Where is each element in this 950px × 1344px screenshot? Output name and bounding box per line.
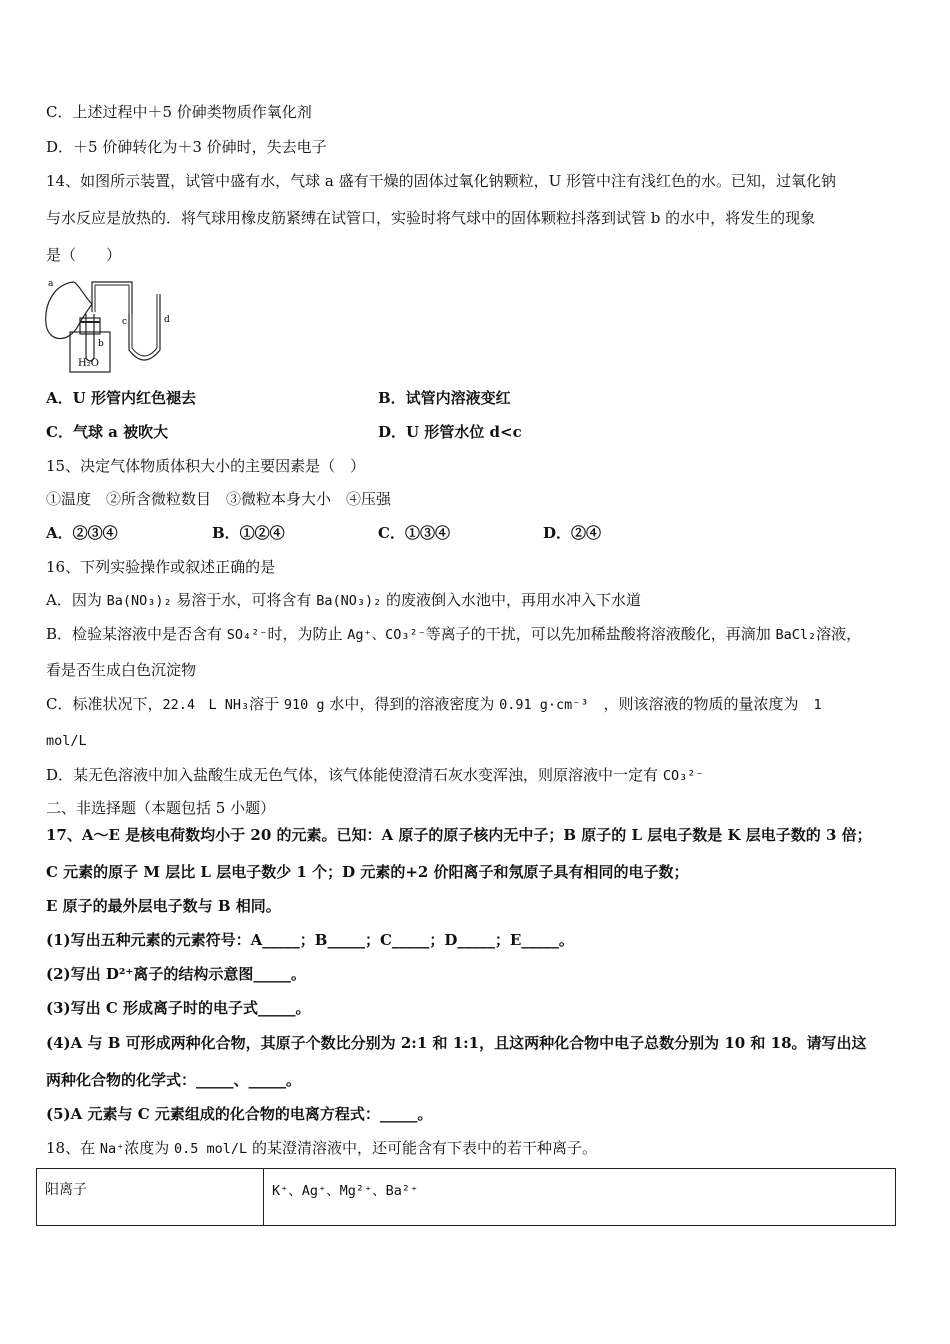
connecting-tube-inner — [95, 285, 129, 314]
q18-text1: 18、在 — [46, 1139, 100, 1157]
q16-c-text2: 溶于 — [249, 695, 284, 713]
label-a: a — [48, 279, 54, 289]
ion-list-cell: K⁺、Ag⁺、Mg²⁺、Ba²⁺ — [264, 1169, 896, 1226]
q16-option-c-line2: mol/L — [46, 733, 87, 749]
q15-option-a: A．②③④ — [46, 524, 118, 542]
q18-formula2: 0.5 mol/L — [174, 1141, 248, 1157]
q17-line3: E 原子的最外层电子数与 B 相同。 — [46, 897, 281, 915]
q16-c-formula2: 910 g — [283, 697, 325, 713]
q16-b-text1: B．检验某溶液中是否含有 — [46, 625, 227, 643]
q14-stem-line2: 与水反应是放热的．将气球用橡皮筋紧缚在试管口，实验时将气球中的固体颗粒抖落到试管 b 的水中，将发生的现象 — [46, 209, 816, 227]
ion-table — [36, 1168, 896, 1226]
table-row — [37, 1169, 896, 1226]
q16-a-text3: 的废液倒入水池中，再用水冲入下水道 — [381, 591, 641, 609]
q16-d-text1: D．某无色溶液中加入盐酸生成无色气体，该气体能使澄清石灰水变浑浊，则原溶液中一定有 — [46, 766, 663, 784]
q15-stem: 15、决定气体物质体积大小的主要因素是（ ） — [46, 457, 366, 475]
q15-option-b: B．①②④ — [212, 524, 285, 542]
q16-option-b — [46, 624, 861, 645]
q14-option-d: D．U 形管水位 d<c — [378, 423, 522, 441]
q14-option-b: B．试管内溶液变红 — [378, 389, 511, 407]
label-d: d — [164, 315, 170, 325]
q14-option-c: C．气球 a 被吹大 — [46, 423, 169, 441]
q16-option-c — [46, 694, 822, 715]
q16-option-d — [46, 765, 703, 786]
q17-sub5: (5)A 元素与 C 元素组成的化合物的电离方程式：_____。 — [46, 1105, 433, 1123]
q16-b-formula3: BaCl₂ — [775, 627, 817, 643]
q16-stem: 16、下列实验操作或叙述正确的是 — [46, 558, 276, 576]
q15-factors: ①温度 ②所含微粒数目 ③微粒本身大小 ④压强 — [46, 490, 392, 508]
q16-b-text3: 等离子的干扰，可以先加稀盐酸将溶液酸化，再滴加 — [425, 625, 776, 643]
balloon-shape — [46, 282, 92, 339]
q14-apparatus-figure — [44, 274, 184, 374]
q16-b-text2: 时，为防止 — [267, 625, 348, 643]
q16-option-b-line2: 看是否生成白色沉淀物 — [46, 661, 197, 679]
q16-option-a — [46, 590, 641, 611]
q17-sub1: (1)写出五种元素的元素符号：A_____；B_____；C_____；D_____；E_____。 — [46, 931, 574, 949]
q18-text3: 的某澄清溶液中，还可能含有下表中的若干种离子。 — [247, 1139, 597, 1157]
label-water: H₂O — [78, 358, 99, 369]
q16-a-formula2: Ba(NO₃)₂ — [316, 593, 382, 609]
q16-a-formula1: Ba(NO₃)₂ — [106, 593, 172, 609]
label-b: b — [98, 339, 104, 349]
u-tube-inner — [132, 294, 157, 356]
q13-option-d: D．＋5 价砷转化为＋3 价砷时，失去电子 — [46, 138, 327, 156]
q17-line1: 17、A～E 是核电荷数均小于 20 的元素。已知：A 原子的原子核内无中子；B 原子的 L 层电子数是 K 层电子数的 3 倍； — [46, 826, 872, 844]
q18-text2: 浓度为 — [124, 1139, 175, 1157]
q17-sub3: (3)写出 C 形成离子时的电子式_____。 — [46, 999, 311, 1017]
q13-option-c: C．上述过程中＋5 价砷类物质作氧化剂 — [46, 103, 312, 121]
q17-sub4-line2: 两种化合物的化学式：_____、_____。 — [46, 1071, 302, 1089]
q14-option-a: A．U 形管内红色褪去 — [46, 389, 196, 407]
q16-d-formula: CO₃²⁻ — [662, 768, 704, 784]
q16-a-text1: A．因为 — [46, 591, 107, 609]
q16-c-text3: 水中，得到的溶液密度为 — [324, 695, 500, 713]
q17-sub4-line1: (4)A 与 B 可形成两种化合物，其原子个数比分别为 2:1 和 1:1，且这两种化合物中电子总数分别为 10 和 18。请写出这 — [46, 1034, 867, 1052]
q16-a-text2: 易溶于水，可将含有 — [171, 591, 317, 609]
q17-sub2: (2)写出 D²⁺离子的结构示意图_____。 — [46, 965, 306, 983]
q15-option-c: C．①③④ — [378, 524, 450, 542]
q16-b-formula2: Ag⁺、CO₃²⁻ — [347, 627, 426, 643]
label-c: c — [122, 317, 128, 327]
q17-line2: C 元素的原子 M 层比 L 层电子数少 1 个；D 元素的+2 价阳离子和氖原子具有相同的电子数； — [46, 863, 689, 881]
q16-c-formula4: 1 — [813, 697, 822, 713]
q15-option-d: D．②④ — [543, 524, 602, 542]
q18-stem — [46, 1138, 597, 1159]
q16-c-formula1: 22.4 L NH₃ — [162, 697, 250, 713]
q16-b-formula1: SO₄²⁻ — [226, 627, 268, 643]
apparatus-drawing — [44, 274, 184, 374]
q16-c-text1: C．标准状况下， — [46, 695, 163, 713]
q14-stem-line1: 14、如图所示装置，试管中盛有水，气球 a 盛有干燥的固体过氧化钠颗粒，U 形管中注有浅红色的水。已知，过氧化钠 — [46, 172, 836, 190]
q18-formula1: Na⁺ — [99, 1141, 125, 1157]
connecting-tube — [92, 282, 132, 314]
q16-c-text4: ，则该溶液的物质的量浓度为 — [588, 695, 814, 713]
q16-c-formula3: 0.91 g·cm⁻³ — [499, 697, 589, 713]
q14-stem-line3: 是（ ） — [46, 246, 122, 264]
q16-b-text4: 溶液， — [816, 625, 862, 643]
ion-type-cell: 阳离子 — [37, 1169, 264, 1226]
section-2-heading: 二、非选择题（本题包括 5 小题） — [46, 799, 276, 817]
